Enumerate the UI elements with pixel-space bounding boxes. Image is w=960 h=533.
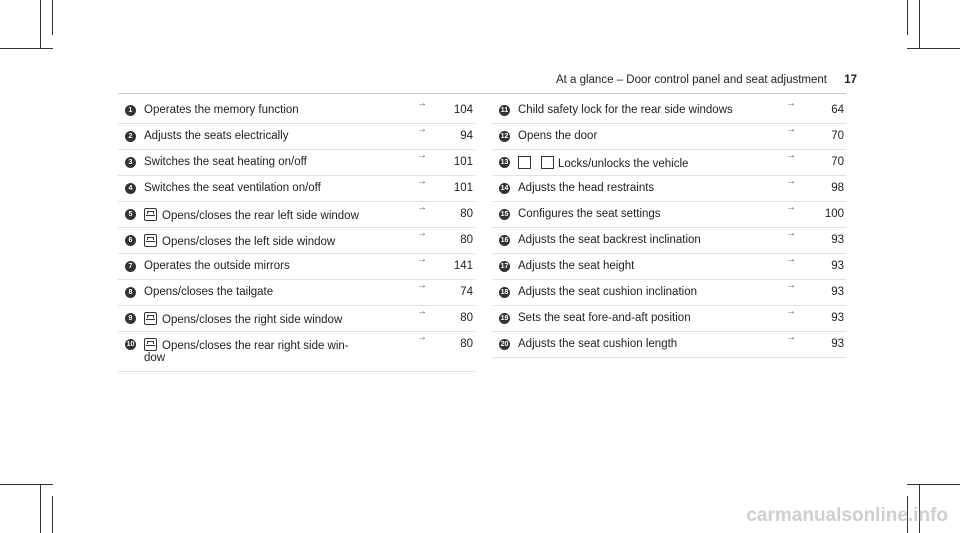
legend-item [118,202,475,228]
page-reference[interactable]: 80 [460,338,473,350]
crop-mark [907,48,960,49]
item-text: Switches the seat heating on/off [144,156,307,168]
page-reference-arrow-icon: → [786,98,796,109]
legend-item [492,98,846,124]
left-legend-list [118,98,475,372]
item-text: Opens/closes the rear right side win- [162,340,349,352]
page-reference[interactable]: 70 [831,156,844,168]
item-number-badge: 1 [125,105,136,116]
page-reference[interactable]: 93 [831,234,844,246]
page-reference[interactable]: 141 [453,260,473,272]
item-description [518,104,778,116]
page-reference[interactable]: 101 [453,182,473,194]
page-reference-arrow-icon: → [417,306,427,317]
item-number-badge: 10 [126,341,135,348]
item-number-badge: 13 [500,159,509,166]
item-description [518,182,778,194]
page-reference[interactable]: 98 [831,182,844,194]
page-reference[interactable]: 80 [460,208,473,220]
crop-mark [40,484,41,533]
item-text: Locks/unlocks the vehicle [558,158,689,170]
item-number-badge: 5 [125,209,136,220]
item-description [144,338,379,364]
page-reference-arrow-icon: → [786,202,796,213]
page-header [556,74,857,86]
item-text: Operates the memory function [144,104,299,116]
legend-item [492,124,846,150]
item-description [518,156,778,170]
item-text: Opens/closes the rear left side window [162,210,359,222]
item-number-badge: 7 [125,261,136,272]
page-reference-arrow-icon: → [417,332,427,343]
item-text: Adjusts the seats electrically [144,130,289,142]
item-text: Child safety lock for the rear side windows [518,104,733,116]
page-reference[interactable]: 93 [831,260,844,272]
item-description [518,260,778,272]
lock-icon [518,156,531,169]
item-description [518,130,778,142]
item-text: Opens/closes the right side window [162,314,343,326]
legend-item [118,306,475,332]
page-reference[interactable]: 93 [831,338,844,350]
page-number: 17 [844,74,857,86]
item-text: Sets the seat fore-and-aft position [518,312,691,324]
item-number-badge: 8 [125,287,136,298]
item-text-continued: dow [144,352,166,364]
item-description [518,312,778,324]
legend-item [118,98,475,124]
legend-item [118,228,475,254]
page-reference-arrow-icon: → [786,228,796,239]
page-reference-arrow-icon: → [417,280,427,291]
item-number-badge: 15 [500,211,509,218]
page-reference-arrow-icon: → [417,228,427,239]
legend-item [118,254,475,280]
crop-mark [0,48,53,49]
legend-item [492,150,846,176]
window-switch-icon [144,338,157,351]
page-reference-arrow-icon: → [786,332,796,343]
legend-item [118,332,475,372]
item-text: Opens/closes the left side window [162,236,336,248]
legend-item [118,280,475,306]
item-number-badge: 6 [125,235,136,246]
item-text: Adjusts the head restraints [518,182,655,194]
right-legend-list [492,98,846,358]
item-number-badge: 3 [125,157,136,168]
legend-item [118,124,475,150]
page-reference[interactable]: 80 [460,234,473,246]
item-description [144,182,379,194]
item-number-badge: 2 [125,131,136,142]
item-description [144,130,379,142]
page-title: At a glance – Door control panel and seat adjustment [555,74,827,86]
crop-mark [919,0,920,49]
window-switch-icon [144,208,157,221]
unlock-icon [541,156,554,169]
page-reference[interactable]: 101 [453,156,473,168]
header-rule [118,93,846,94]
item-description [144,208,379,222]
watermark: carmanualsonline.info [746,505,948,526]
item-number-badge: 18 [500,289,509,296]
crop-mark [0,484,53,485]
legend-item [492,202,846,228]
legend-item [118,176,475,202]
page-reference-arrow-icon: → [786,124,796,135]
item-number-badge: 4 [125,183,136,194]
crop-mark [52,0,53,35]
item-text: Adjusts the seat cushion inclination [518,286,697,298]
item-number-badge: 14 [500,185,509,192]
item-text: Opens/closes the tailgate [144,286,274,298]
page-reference-arrow-icon: → [417,254,427,265]
item-description [518,338,778,350]
item-description [144,156,379,168]
item-description [144,260,379,272]
item-description [144,104,379,116]
item-description [518,286,778,298]
page-reference-arrow-icon: → [417,176,427,187]
legend-item [492,176,846,202]
crop-mark [40,0,41,49]
page-reference[interactable]: 94 [460,130,473,142]
item-text: Adjusts the seat cushion length [518,338,678,350]
item-number-badge: 12 [500,133,509,140]
item-text: Operates the outside mirrors [144,260,290,272]
legend-item [492,254,846,280]
item-number-badge: 19 [500,315,509,322]
item-text: Adjusts the seat height [518,260,635,272]
item-text: Configures the seat settings [518,208,661,220]
item-description [144,286,379,298]
page-reference[interactable]: 93 [831,286,844,298]
window-switch-icon [144,312,157,325]
item-description [144,234,379,248]
page-reference-arrow-icon: → [786,254,796,265]
item-number-badge: 9 [125,313,136,324]
page-reference-arrow-icon: → [417,124,427,135]
page-reference[interactable]: 104 [453,104,473,116]
page-reference-arrow-icon: → [786,306,796,317]
page-reference[interactable]: 70 [831,130,844,142]
legend-item [492,280,846,306]
item-description [518,234,778,246]
item-text: Opens the door [518,130,598,142]
crop-mark [907,484,960,485]
item-number-badge: 11 [500,107,509,114]
page-reference-arrow-icon: → [786,176,796,187]
item-description [518,208,778,220]
item-number-badge: 20 [500,341,509,348]
legend-item [492,306,846,332]
page-reference-arrow-icon: → [786,150,796,161]
window-switch-icon [144,234,157,247]
item-description [144,312,379,326]
page-reference[interactable]: 93 [831,312,844,324]
page-reference[interactable]: 80 [460,312,473,324]
page-reference-arrow-icon: → [417,150,427,161]
crop-mark [52,496,53,533]
page-reference[interactable]: 100 [824,208,844,220]
page-reference-arrow-icon: → [786,280,796,291]
page-reference[interactable]: 74 [460,286,473,298]
item-number-badge: 17 [500,263,509,270]
legend-item [118,150,475,176]
page-reference-arrow-icon: → [417,202,427,213]
item-text: Adjusts the seat backrest inclination [518,234,701,246]
page-reference-arrow-icon: → [417,98,427,109]
legend-item [492,332,846,358]
crop-mark [907,0,908,35]
item-number-badge: 16 [500,237,509,244]
item-text: Switches the seat ventilation on/off [144,182,321,194]
page-reference[interactable]: 64 [831,104,844,116]
legend-item [492,228,846,254]
